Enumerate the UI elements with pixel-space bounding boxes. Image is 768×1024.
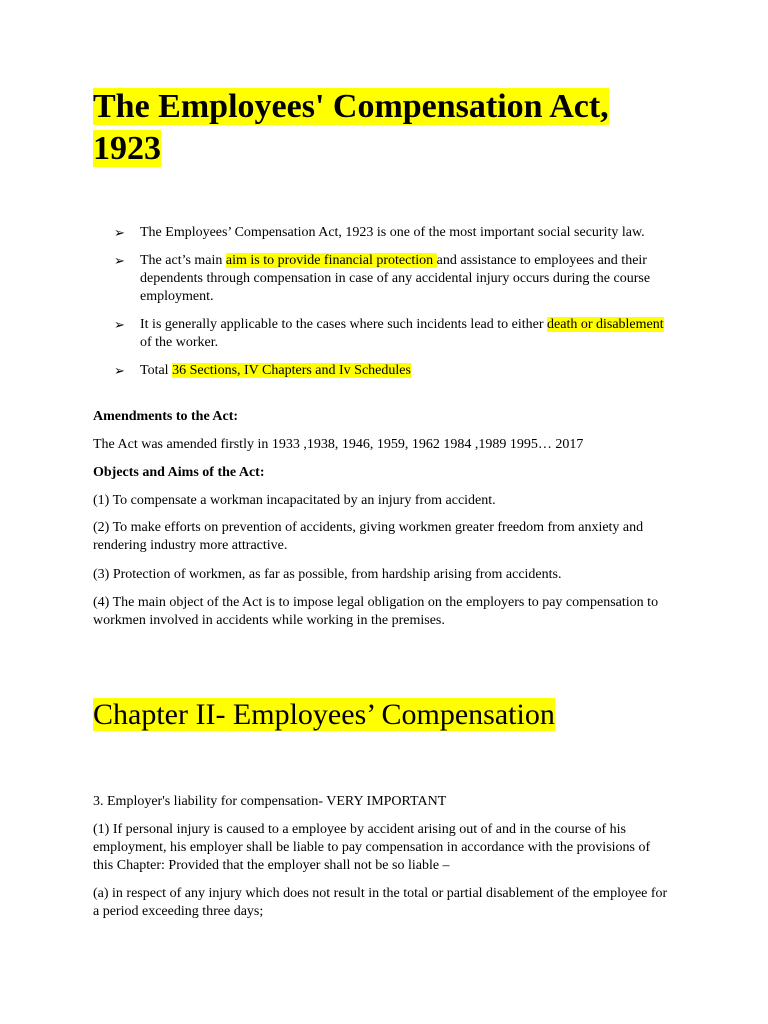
list-item: ➢ Total 36 Sections, IV Chapters and Iv Schedules — [114, 363, 411, 378]
list-item: ➢ The Employees’ Compensation Act, 1923 is one of the most important social security law. — [114, 225, 645, 240]
highlighted-text: 36 Sections, IV Chapters and Iv Schedules — [172, 363, 411, 378]
objects-item-1: (1) To compensate a workman incapacitated by an injury from accident. — [93, 493, 496, 508]
section-paragraph-1: (1) If personal injury is caused to a employee by accident arising out of and in the course of his employment, his employer shall be liable to pay compensation in accordance with the provisions of this Chapter: Provided that the employer shall not be so liable – — [93, 822, 651, 873]
section-paragraph-2: (a) in respect of any injury which does not result in the total or partial disablement of the employee for a period exceeding three days; — [93, 886, 668, 919]
objects-item-2: (2) To make efforts on prevention of accidents, giving workmen greater freedom from anxiety and rendering industry more attractive. — [93, 520, 644, 553]
intro-bullet-list — [114, 224, 674, 390]
highlighted-text: death or disablement — [547, 317, 664, 332]
objects-item-3: (3) Protection of workmen, as far as possible, from hardship arising from accidents. — [93, 567, 562, 582]
objects-item-4: (4) The main object of the Act is to impose legal obligation on the employers to pay compensation to workmen involved in accidents while working in the premises. — [93, 595, 659, 628]
amendments-heading: Amendments to the Act: — [93, 409, 239, 424]
arrowhead-bullet-icon: ➢ — [114, 253, 125, 268]
list-item: ➢ The act’s main aim is to provide financial protection and assistance to employees and their dependents through compensation in case of any accidental injury occurs during the course employment. — [114, 253, 651, 304]
amendments-text: The Act was amended firstly in 1933 ,1938, 1946, 1959, 1962 1984 ,1989 1995… 2017 — [93, 437, 584, 452]
arrowhead-bullet-icon: ➢ — [114, 317, 125, 332]
chapter-title: Chapter II- Employees’ Compensation — [93, 698, 555, 731]
objects-heading: Objects and Aims of the Act: — [93, 465, 265, 480]
section-heading: 3. Employer's liability for compensation- VERY IMPORTANT — [93, 794, 447, 809]
arrowhead-bullet-icon: ➢ — [114, 363, 125, 378]
arrowhead-bullet-icon: ➢ — [114, 225, 125, 240]
highlighted-text: aim is to provide financial protection — [225, 253, 437, 268]
list-item: ➢ It is generally applicable to the cases where such incidents lead to either death or disablement of the worker. — [114, 317, 664, 350]
document-title: The Employees' Compensation Act, 1923 — [93, 88, 609, 167]
